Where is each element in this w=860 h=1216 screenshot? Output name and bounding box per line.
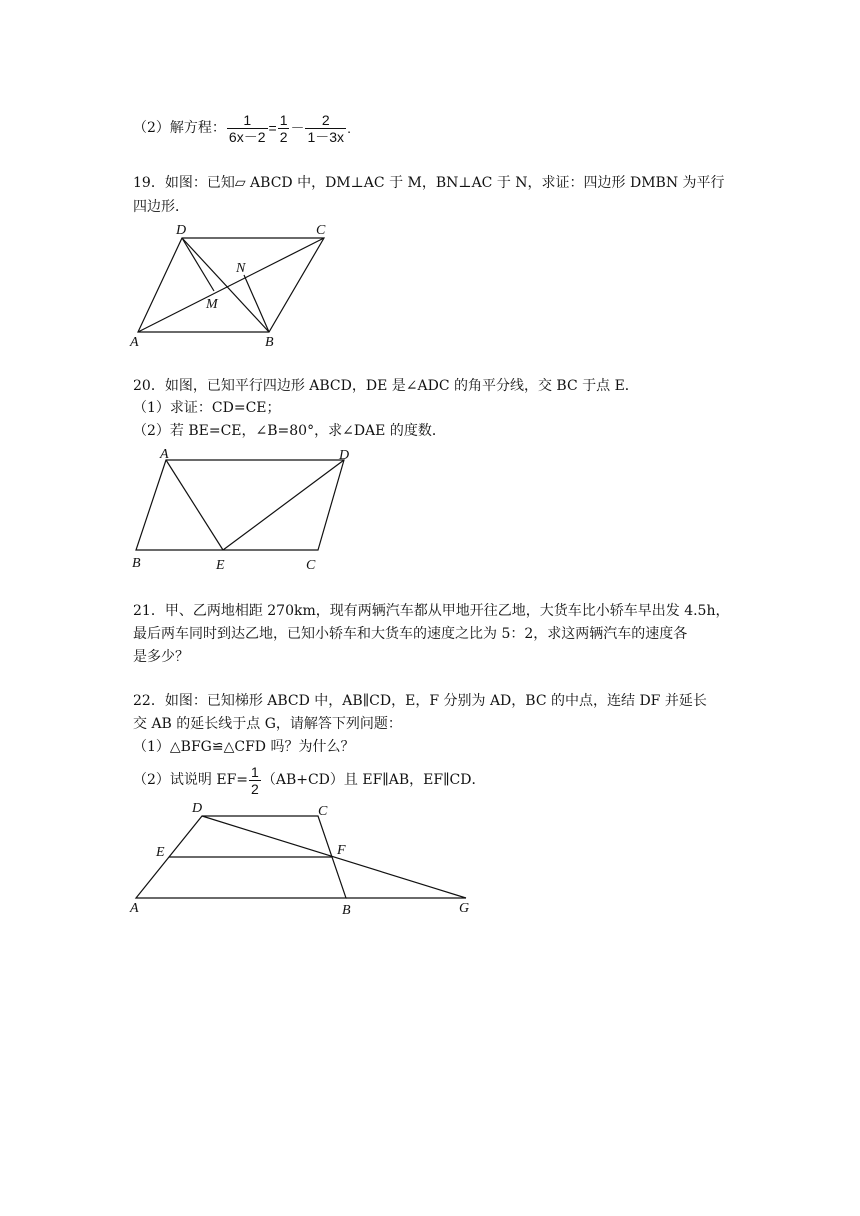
q22-label-b: B bbox=[342, 903, 351, 918]
q20-parallelogram bbox=[136, 460, 344, 550]
q19-label-n: N bbox=[236, 261, 246, 276]
q18-label: （2）解方程： bbox=[133, 120, 226, 136]
q22-line4-pre: （2）试说明 EF= bbox=[133, 772, 249, 788]
fraction-2: $\frac{1}{2}$ bbox=[279, 111, 288, 145]
q19-figure bbox=[128, 220, 368, 350]
q20-label-d: D bbox=[339, 448, 350, 463]
q19-label-m: M bbox=[206, 297, 218, 312]
q19-segment-dm bbox=[182, 238, 214, 291]
q22-line1: 22．如图：已知梯形 ABCD 中，AB∥CD，E，F 分别为 AD，BC 的中点，连结 DF 并延长 bbox=[133, 693, 707, 709]
q19-segment-bn bbox=[244, 275, 269, 332]
q20-segment-ae bbox=[166, 460, 223, 550]
q22-line2: 交 AB 的延长线于点 G，请解答下列问题： bbox=[133, 716, 402, 732]
fraction-3: $\frac{2}{1-3x}$ bbox=[307, 111, 345, 145]
q19-line2: 四边形． bbox=[133, 199, 189, 215]
q20-label-e: E bbox=[216, 558, 225, 573]
q20-label-a: A bbox=[160, 447, 169, 462]
equals-sign: = bbox=[268, 120, 277, 136]
q20-figure bbox=[128, 446, 368, 576]
q22-line3: （1）△BFG≌△CFD 吗？为什么？ bbox=[133, 739, 355, 755]
q22-label-g: G bbox=[459, 901, 470, 916]
q22-label-a: A bbox=[130, 901, 139, 916]
fraction-1: $\frac{1}{6x-2}$ bbox=[228, 111, 266, 145]
q19-label-c: C bbox=[316, 223, 326, 238]
q20-line1: 20．如图，已知平行四边形 ABCD，DE 是∠ADC 的角平分线，交 BC 于点 E． bbox=[133, 378, 639, 394]
half-fraction: $\frac{1}{2}$ bbox=[251, 763, 259, 797]
q19-diagonal-bd bbox=[182, 238, 269, 332]
q20-label-b: B bbox=[132, 556, 141, 571]
q19-line1: 19．如图：已知▱ ABCD 中，DM⊥AC 于 M，BN⊥AC 于 N，求证：四边形 DMBN 为平行 bbox=[133, 175, 725, 191]
q20-line2: （1）求证：CD=CE； bbox=[133, 400, 281, 416]
q22-label-c: C bbox=[318, 804, 328, 819]
q21-line1: 21．甲、乙两地相距 270km，现有两辆汽车都从甲地开往乙地，大货车比小轿车早出发 4.5h， bbox=[133, 603, 730, 619]
q22-label-e: E bbox=[156, 845, 165, 860]
q19-label-d: D bbox=[176, 223, 187, 238]
minus-sign: － bbox=[290, 120, 305, 136]
q22-line4-post: （AB+CD）且 EF∥AB，EF∥CD． bbox=[261, 772, 486, 788]
q21-line2: 最后两车同时到达乙地，已知小轿车和大货车的速度之比为 5：2，求这两辆汽车的速度各 bbox=[133, 626, 688, 642]
q19-label-a: A bbox=[130, 335, 139, 350]
q19-label-b: B bbox=[265, 335, 274, 350]
q18-equation: （2）解方程： $\frac{1}{6x-2}$ = $\frac{1}{2}$ － $\frac{2}{1-3x}$ . bbox=[133, 111, 351, 145]
q22-label-d: D bbox=[192, 801, 203, 816]
q20-line3: （2）若 BE=CE，∠B=80°，求∠DAE 的度数． bbox=[133, 423, 446, 439]
q22-label-f: F bbox=[337, 843, 346, 858]
q21-line3: 是多少？ bbox=[133, 649, 189, 665]
q22-line4 bbox=[133, 760, 485, 800]
q20-segment-de bbox=[223, 460, 344, 550]
q22-figure bbox=[128, 800, 488, 920]
q20-label-c: C bbox=[306, 558, 316, 573]
